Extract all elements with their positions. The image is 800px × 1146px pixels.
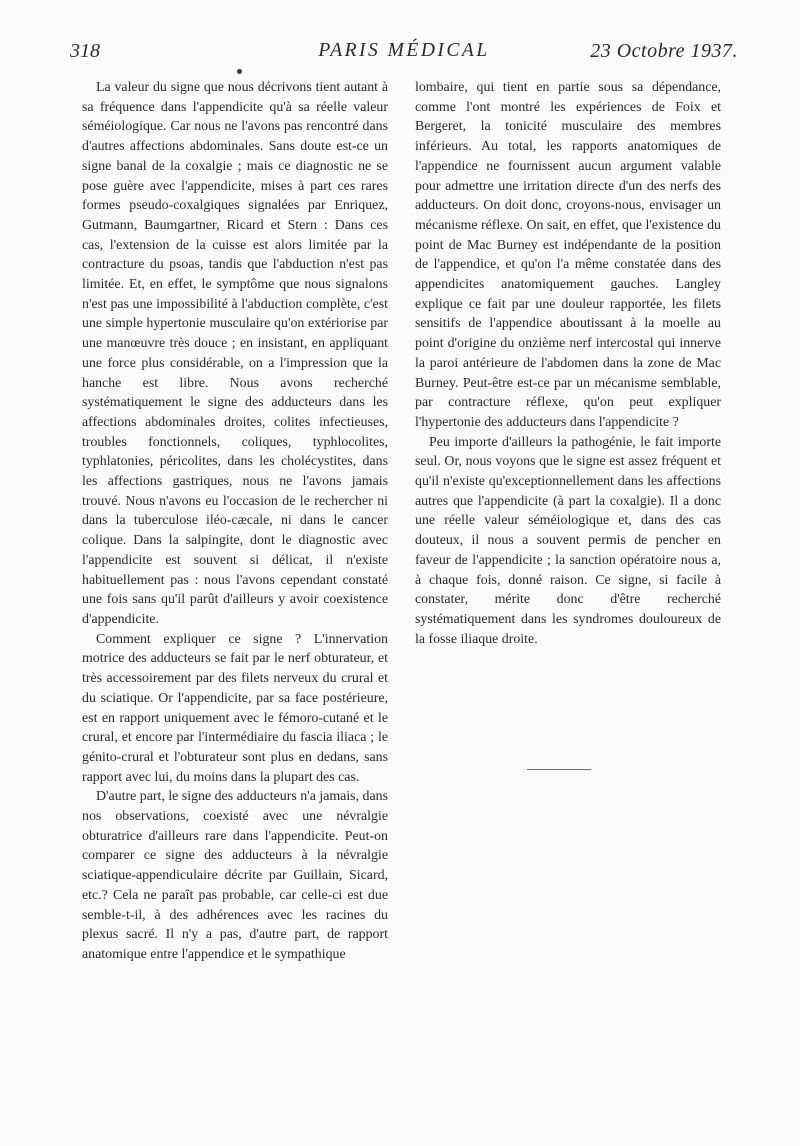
- paragraph: Peu importe d'ailleurs la pathogénie, le fait importe seul. Or, nous voyons que le signe est assez fréquent et qu'il n'existe qu'exceptionnellement dans les affections autres que l'appendicite (à part la coxalgie). Il a donc une réelle valeur séméiologique et, dans des cas douteux, il nous a souvent permis de pencher en faveur de l'appendicite ; la sanction opératoire nous a, à chaque fois, donné raison. Ce signe, si facile à constater, mérite donc d'être recherché systématiquement dans les syndromes douloureux de la fosse iliaque droite.: [415, 434, 721, 647]
- page-number: 318: [70, 40, 100, 62]
- journal-title: PARIS MÉDICAL: [318, 40, 490, 61]
- right-column: [415, 78, 721, 649]
- paragraph: Comment expliquer ce signe ? L'innervation motrice des adducteurs se fait par le nerf obturateur, et très accessoirement par des filets nerveux du crural et du sciatique. Or l'appendicite, par sa face postérieure, est en rapport uniquement avec le fémoro-cutané et le crural, et encore par l'intermédiaire du fascia iliaca ; le génito-crural et l'obturateur sont plus en dedans, sans rapport avec lui, du moins dans la plupart des cas.: [82, 631, 388, 785]
- left-column: [82, 78, 388, 965]
- end-rule: [527, 769, 591, 770]
- ink-speck: [237, 69, 242, 74]
- paragraph: La valeur du signe que nous décrivons tient autant à sa fréquence dans l'appendicite qu'à sa réelle valeur séméiologique. Car nous ne l'avons pas rencontré dans d'autres affections abdominales. Sans doute est-ce un signe banal de la coxalgie ; mais ce diagnostic ne se pose guère avec l'appendicite, mises à part ces rares formes pseudo-coxalgiques signalées par Enriquez, Gutmann, Baumgartner, Ricard et Stern : Dans ces cas, l'extension de la cuisse est alors limitée par la contracture du psoas, tandis que l'abduction n'est pas limitée. Et, en effet, le symptôme que nous signalons n'est pas une impossibilité à l'abduction complète, c'est une simple hypertonie musculaire qu'on extériorise par une manœuvre très douce ; en insistant, en appliquant une force plus considérable, on a l'impression que la hanche est libre. Nous avons recherché systématiquement le signe des adducteurs dans les affections abdominales droites, colites infectieuses, troubles fonctionnels, coliques, typhlocolites, typhlatonies, péricolites, dans les cholécystites, dans les affections gastriques, nous ne l'avons jamais trouvé. Nous n'avons eu l'occasion de le rechercher ni dans la tuberculose iléo-cæcale, ni dans le cancer colique. Dans la salpingite, dont le diagnostic avec l'appendicite est souvent si délicat, il n'existe habituellement pas : nous l'avons cependant constaté une fois sans qu'il parût d'ailleurs y avoir coexistence d'appendicite.: [82, 80, 388, 627]
- paragraph: D'autre part, le signe des adducteurs n'a jamais, dans nos observations, coexisté avec une névralgie obturatrice d'ailleurs rare dans l'appendicite. Peut-on comparer ce signe des adducteurs à la névralgie sciatique-appendiculaire décrite par Guillain, Sicard, etc.? Cela ne paraît pas probable, car celle-ci est due semble-t-il, à des adhérences avec les racines du plexus sacré. Il n'y a pas, d'autre part, de rapport anatomique entre l'appendice et le sympathique: [82, 789, 388, 962]
- paragraph: lombaire, qui tient en partie sous sa dépendance, comme l'ont montré les expériences de Foix et Bergeret, la tonicité musculaire des membres inférieurs. Au total, les rapports anatomiques de l'appendice ne fournissent aucun argument valable pour admettre une irritation directe d'un des nerfs des adducteurs. On doit donc, croyons-nous, envisager un mécanisme réflexe. On sait, en effet, que l'existence du point de Mac Burney est indépendante de la position de l'appendice, et qu'on l'a même constatée dans des appendicites anatomiquement gauches. Langley explique ce fait par une douleur rapportée, les filets sensitifs de l'appendice aboutissant à la moelle au point d'origine du onzième nerf intercostal qui innerve la paroi antérieure de l'abdomen dans la zone de Mac Burney. Peut-être est-ce par un mécanisme semblable, par contracture réflexe, qu'on peut expliquer l'hypertonie des adducteurs dans l'appendicite ?: [415, 80, 721, 430]
- page-header: [70, 40, 738, 70]
- issue-date: 23 Octobre 1937.: [590, 40, 738, 62]
